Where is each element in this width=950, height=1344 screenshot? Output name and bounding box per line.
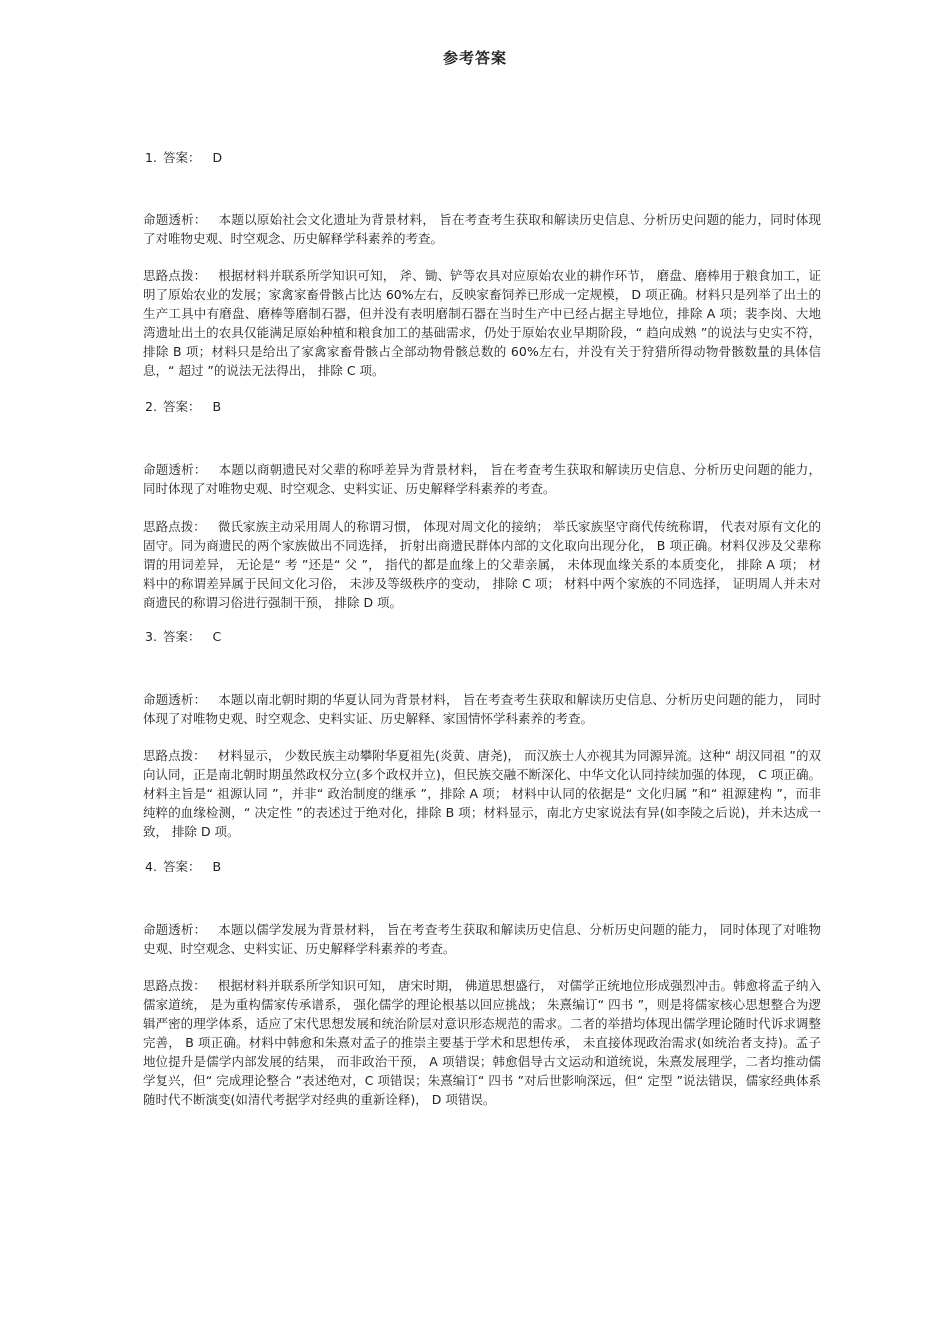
q2-number: 2. [145,399,157,414]
q2-analysis [143,460,821,498]
q4-answer-value: B [212,859,222,874]
q3-analysis-text: 本题以南北朝时期的华夏认同为背景材料， 旨在考查考生获取和解读历史信息、分析历史问题的能力， 同时体现了对唯物史观、时空观念、史料实证、历史解释、家国情怀学科素养的考查。 [143,692,821,726]
q1-answer-label: 答案： [162,150,201,165]
q1-answer-value: D [212,150,223,165]
q1-analysis [143,210,821,248]
q2-hint-text: 微氏家族主动采用周人的称谓习惯， 体现对周文化的接纳； 举氏家族坚守商代传统称谓， 代表对原有文化的固守。同为商遗民的两个家族做出不同选择， 折射出商遗民群体内部的文化取向出现分化， B 项正确。材料仅涉及父辈称谓的用词差异， 无论是“ 考 ”还是“ 父 ”， 指代的都是血缘上的父辈亲属， 未体现血缘关系的本质变化， 排除 A 项； 材料中的称谓差异属于民间文化习俗， 未涉及等级秩序的变动， 排除 C 项； 材料中两个家族的不同选择， 证明周人并未对商遗民的称谓习俗进行强制干预， 排除 D 项。 [143,519,821,610]
q4-analysis [143,920,821,958]
q4-hint [143,976,821,1109]
q3-analysis-label: 命题透析： [143,692,207,707]
q3-analysis [143,690,821,728]
q1-hint [143,266,821,380]
q2-hint-label: 思路点拨： [143,519,206,534]
q1-number: 1. [145,150,157,165]
q1-answer-line [145,149,222,167]
q4-hint-text: 根据材料并联系所学知识可知， 唐宋时期， 佛道思想盛行， 对儒学正统地位形成强烈冲击。韩愈将孟子纳入儒家道统， 是为重构儒家传承谱系， 强化儒学的理论根基以回应挑战； 朱熹编订“ 四书 ”，则是将儒家核心思想整合为逻辑严密的理学体系，适应了宋代思想发展和统治阶层对意识形态规范的需求。二者的举措均体现出儒学理论随时代诉求调整完善， B 项正确。材料中韩愈和朱熹对孟子的推崇主要基于学术和思想传承， 未直接体现政治需求(如统治者支持)。孟子地位提升是儒学内部发展的结果， 而非政治干预， A 项错误；韩愈倡导古文运动和道统说，朱熹发展理学，二者均推动儒学复兴，但“ 完成理论整合 ”表述绝对，C 项错误；朱熹编订“ 四书 ”对后世影响深远，但“ 定型 ”说法错误，儒家经典体系随时代不断演变(如清代考据学对经典的重新诠释)， D 项错误。 [143,978,821,1107]
q4-answer-label: 答案： [162,859,201,874]
q4-answer-line [145,858,221,876]
q2-hint [143,517,821,612]
q4-analysis-label: 命题透析： [143,922,207,937]
q4-number: 4. [145,859,157,874]
q1-hint-text: 根据材料并联系所学知识可知， 斧、锄、铲等农具对应原始农业的耕作环节， 磨盘、磨棒用于粮食加工，证明了原始农业的发展；家禽家畜骨骸占比达 60%左右，反映家畜饲养已形成一定规模， D 项正确。材料只是列举了出土的生产工具中有磨盘、磨棒等磨制石器，但并没有表明磨制石器在当时生产中已经占据主导地位，排除 A 项；裴李岗、大地湾遗址出土的农具仅能满足原始种植和粮食加工的基础需求，仍处于原始农业早期阶段，“ 趋向成熟 ”的说法与史实不符，排除 B 项；材料只是给出了家禽家畜骨骸占全部动物骨骸总数的 60%左右，并没有关于狩猎所得动物骨骸数量的具体信息，“ 超过 ”的说法无法得出， 排除 C 项。 [143,268,821,378]
q3-hint-label: 思路点拨： [143,748,206,763]
q3-hint [143,746,821,841]
q2-analysis-label: 命题透析： [143,462,207,477]
q3-answer-label: 答案： [162,629,201,644]
q3-hint-text: 材料显示， 少数民族主动攀附华夏祖先(炎黄、唐尧)， 而汉族士人亦视其为同源异流。这种“ 胡汉同祖 ”的双向认同，正是南北朝时期虽然政权分立(多个政权并立)，但民族交融不断深化、中华文化认同持续加强的体现， C 项正确。材料主旨是“ 祖源认同 ”，并非“ 政治制度的继承 ”，排除 A 项； 材料中认同的依据是“ 文化归属 ”和“ 祖源建构 ”，而非纯粹的血缘检测，“ 决定性 ”的表述过于绝对化，排除 B 项；材料显示，南北方史家说法有异(如李陵之后说)，并未达成一致， 排除 D 项。 [143,748,821,839]
q2-analysis-text: 本题以商朝遗民对父辈的称呼差异为背景材料， 旨在考查考生获取和解读历史信息、分析历史问题的能力， 同时体现了对唯物史观、时空观念、史料实证、历史解释学科素养的考查。 [143,462,821,496]
q1-analysis-text: 本题以原始社会文化遗址为背景材料， 旨在考查考生获取和解读历史信息、分析历史问题的能力，同时体现了对唯物史观、时空观念、历史解释学科素养的考查。 [143,212,821,246]
q3-answer-value: C [212,629,222,644]
q4-analysis-text: 本题以儒学发展为背景材料， 旨在考查考生获取和解读历史信息、分析历史问题的能力， 同时体现了对唯物史观、时空观念、史料实证、历史解释学科素养的考查。 [143,922,821,956]
q1-hint-label: 思路点拨： [143,268,207,283]
q3-number: 3. [145,629,157,644]
q3-answer-line [145,628,221,646]
q2-answer-label: 答案： [162,399,201,414]
q1-analysis-label: 命题透析： [143,212,207,227]
q2-answer-value: B [212,399,222,414]
q2-answer-line [145,398,221,416]
q4-hint-label: 思路点拨： [143,978,206,993]
page-title: 参考答案 [442,49,507,67]
